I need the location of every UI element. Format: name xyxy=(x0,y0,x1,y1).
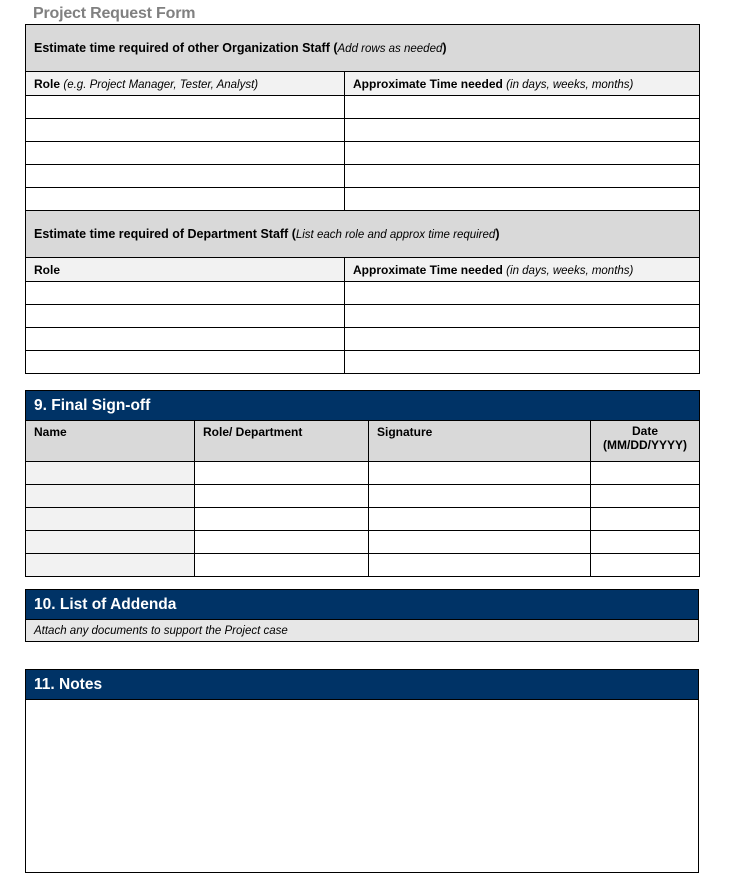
signoff-date-cell[interactable] xyxy=(591,554,700,577)
dept-time-cell[interactable] xyxy=(345,282,700,305)
signoff-date-cell[interactable] xyxy=(591,508,700,531)
signoff-row xyxy=(26,462,700,485)
org-role-cell[interactable] xyxy=(26,188,345,211)
dept-staff-row xyxy=(26,305,700,328)
signoff-role-cell[interactable] xyxy=(195,554,369,577)
signoff-row xyxy=(26,554,700,577)
org-role-cell[interactable] xyxy=(26,119,345,142)
notes-text-area[interactable] xyxy=(26,700,699,873)
dept-staff-heading: Estimate time required of Department Staff (List each role and approx time required) xyxy=(26,211,700,258)
dept-staff-row xyxy=(26,351,700,374)
dept-role-cell[interactable] xyxy=(26,328,345,351)
signoff-row xyxy=(26,485,700,508)
dept-time-cell[interactable] xyxy=(345,305,700,328)
signoff-name-cell[interactable] xyxy=(26,462,195,485)
dept-staff-row xyxy=(26,282,700,305)
staff-estimate-table xyxy=(25,24,700,374)
notes-table xyxy=(25,669,699,873)
signoff-signature-header: Signature xyxy=(369,421,591,462)
signoff-name-cell[interactable] xyxy=(26,485,195,508)
org-role-cell[interactable] xyxy=(26,165,345,188)
dept-time-cell[interactable] xyxy=(345,351,700,374)
signoff-signature-cell[interactable] xyxy=(369,485,591,508)
signoff-role-cell[interactable] xyxy=(195,531,369,554)
dept-role-cell[interactable] xyxy=(26,282,345,305)
org-staff-heading-row xyxy=(26,25,700,72)
signoff-row xyxy=(26,508,700,531)
org-role-header: Role (e.g. Project Manager, Tester, Analyst) xyxy=(26,72,345,96)
signoff-date-cell[interactable] xyxy=(591,531,700,554)
dept-role-header: Role xyxy=(26,258,345,282)
final-signoff-table xyxy=(25,390,700,577)
signoff-signature-cell[interactable] xyxy=(369,462,591,485)
signoff-signature-cell[interactable] xyxy=(369,531,591,554)
signoff-role-cell[interactable] xyxy=(195,462,369,485)
signoff-date-cell[interactable] xyxy=(591,462,700,485)
dept-role-cell[interactable] xyxy=(26,305,345,328)
dept-role-cell[interactable] xyxy=(26,351,345,374)
signoff-name-header: Name xyxy=(26,421,195,462)
signoff-signature-cell[interactable] xyxy=(369,508,591,531)
org-staff-row xyxy=(26,188,700,211)
org-staff-row xyxy=(26,165,700,188)
signoff-date-cell[interactable] xyxy=(591,485,700,508)
org-role-cell[interactable] xyxy=(26,142,345,165)
dept-time-header: Approximate Time needed (in days, weeks, months) xyxy=(345,258,700,282)
signoff-column-headers xyxy=(26,421,700,462)
addenda-description[interactable]: Attach any documents to support the Project case xyxy=(26,620,699,642)
org-time-cell[interactable] xyxy=(345,119,700,142)
signoff-name-cell[interactable] xyxy=(26,508,195,531)
org-time-cell[interactable] xyxy=(345,96,700,119)
dept-staff-heading-row xyxy=(26,211,700,258)
signoff-name-cell[interactable] xyxy=(26,554,195,577)
signoff-role-cell[interactable] xyxy=(195,485,369,508)
signoff-date-header: Date (MM/DD/YYYY) xyxy=(591,421,700,462)
org-staff-row xyxy=(26,119,700,142)
dept-staff-column-headers xyxy=(26,258,700,282)
dept-staff-row xyxy=(26,328,700,351)
signoff-role-header: Role/ Department xyxy=(195,421,369,462)
org-staff-row xyxy=(26,142,700,165)
org-time-cell[interactable] xyxy=(345,188,700,211)
org-time-cell[interactable] xyxy=(345,165,700,188)
addenda-section-heading: 10. List of Addenda xyxy=(26,590,699,620)
org-staff-column-headers xyxy=(26,72,700,96)
document-title: Project Request Form xyxy=(33,5,196,22)
dept-time-cell[interactable] xyxy=(345,328,700,351)
addenda-table xyxy=(25,589,699,642)
signoff-signature-cell[interactable] xyxy=(369,554,591,577)
org-staff-row xyxy=(26,96,700,119)
signoff-role-cell[interactable] xyxy=(195,508,369,531)
signoff-section-heading: 9. Final Sign-off xyxy=(26,391,700,421)
org-time-header: Approximate Time needed (in days, weeks, months) xyxy=(345,72,700,96)
signoff-row xyxy=(26,531,700,554)
org-role-cell[interactable] xyxy=(26,96,345,119)
org-time-cell[interactable] xyxy=(345,142,700,165)
signoff-name-cell[interactable] xyxy=(26,531,195,554)
notes-section-heading: 11. Notes xyxy=(26,670,699,700)
org-staff-heading: Estimate time required of other Organization Staff (Add rows as needed) xyxy=(26,25,700,72)
